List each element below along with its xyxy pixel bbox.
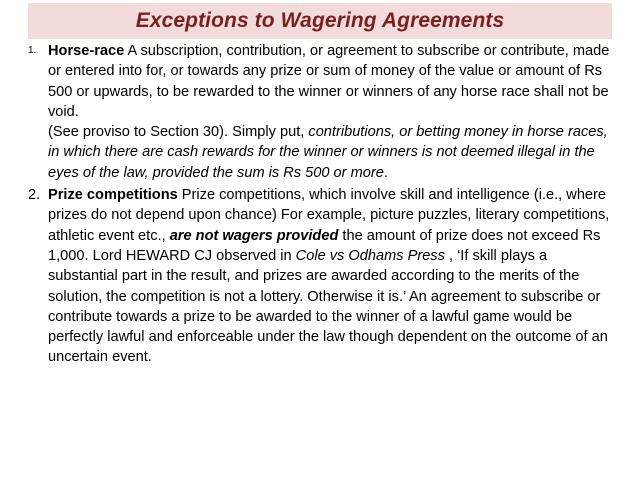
item-text: A subscription, contribution, or agreement to subscribe or contribute, made or entered into for, or towards any prize or sum of money of the value or amount of Rs 500 or upwards, to be rewarded to the winner or winners of any horse race shall not be void. <box>48 43 610 120</box>
item-heading: Prize competitions <box>48 187 178 204</box>
slide-body <box>28 41 618 368</box>
italic-text: contributions, or betting money in horse races, in which there are cash rewards for the winner or winners is not deemed illegal in the eyes of the law, provided the sum is Rs 500 or more <box>48 124 608 181</box>
item-text-2: the amount of prize does not exceed Rs 1,000. Lord HEWARD CJ observed in <box>48 227 601 264</box>
item-paragraph <box>48 185 618 368</box>
list-item-prize-competitions <box>28 185 618 368</box>
proviso-text: (See proviso to Section 30). Simply put, <box>48 124 309 141</box>
list-item-horse-race <box>28 41 618 183</box>
item-text: Prize competitions, which involve skill and intelligence (i.e., where prizes do not depend upon chance) For example, picture puzzles, literary competitions, athletic event etc., <box>48 187 610 244</box>
item-heading: Horse-race <box>48 43 125 59</box>
slide-title: Exceptions to Wagering Agreements <box>135 9 505 32</box>
item-paragraph <box>48 41 618 122</box>
end-text: . <box>383 164 388 181</box>
item-number: 1. <box>28 45 37 56</box>
item-text-3: , ‘If skill plays a substantial part in the result, and prizes are awarded according to the merits of the solution, the competition is not a lottery. Otherwise it is.’ An agreement to subscribe or contribute towards a prize to be awarded to the winner of a lawful game would be perfectly lawful and enforceable under the law though dependent on the outcome of an uncertain event. <box>48 247 608 366</box>
item-paragraph-proviso <box>48 122 618 183</box>
item-number: 2. <box>28 187 41 204</box>
case-name: Cole vs Odhams Press <box>295 247 445 264</box>
emphasis-text: are not wagers provided <box>169 227 339 244</box>
title-banner <box>28 3 612 39</box>
